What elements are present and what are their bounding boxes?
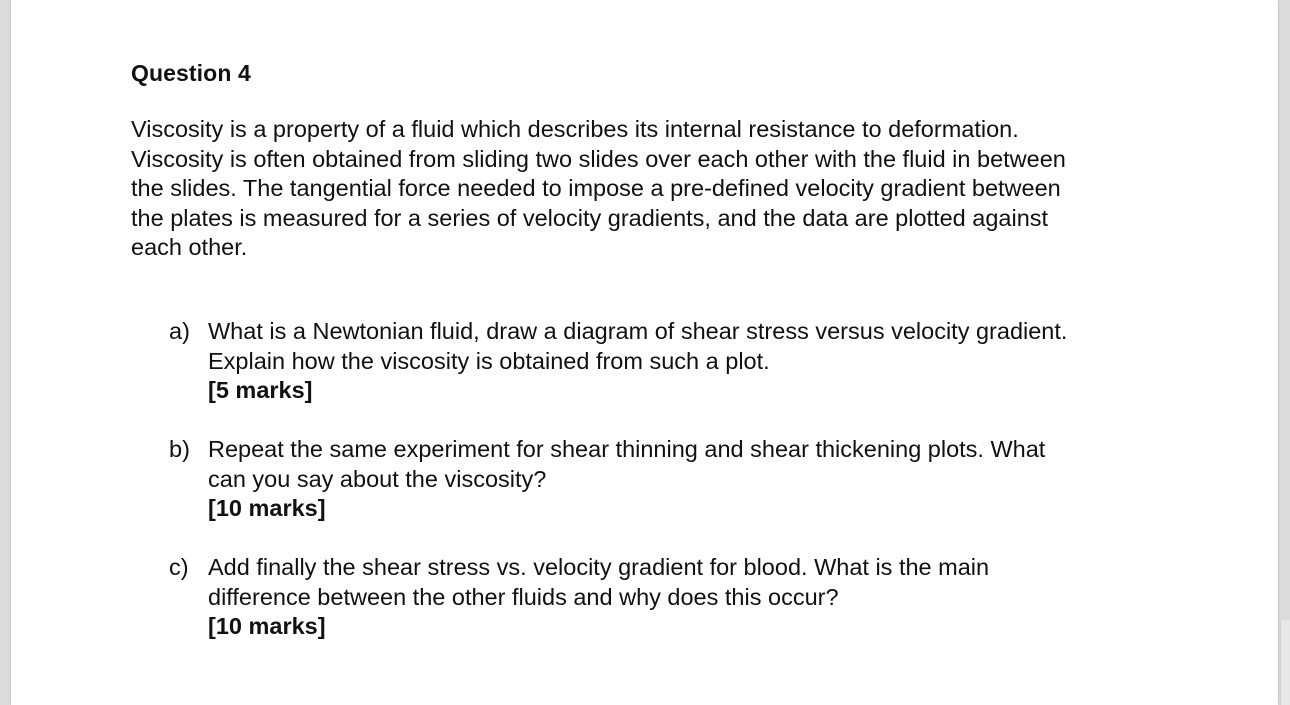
- intro-line: the slides. The tangential force needed to impose a pre-defined velocity gradient between: [131, 175, 1061, 201]
- part-letter: c): [169, 554, 189, 580]
- marks-label: [10 marks]: [208, 613, 326, 639]
- part-text-line: Add finally the shear stress vs. velocity gradient for blood. What is the main: [208, 554, 990, 580]
- part-letter: b): [169, 436, 190, 462]
- vertical-scrollbar[interactable]: [1280, 620, 1290, 705]
- intro-line: the plates is measured for a series of velocity gradients, and the data are plotted against: [131, 204, 1049, 231]
- part-text-line: Explain how the viscosity is obtained from such a plot.: [208, 347, 770, 374]
- question-title: Question 4: [131, 60, 251, 86]
- intro-line: Viscosity is often obtained from sliding two slides over each other with the fluid in between: [131, 145, 1066, 172]
- marks-label: [10 marks]: [208, 495, 326, 521]
- intro-paragraph: [131, 115, 1171, 263]
- part-text-line: can you say about the viscosity?: [208, 465, 547, 492]
- part-text-line: difference between the other fluids and why does this occur?: [208, 583, 839, 610]
- part-letter: a): [169, 318, 190, 344]
- part-text-line: Repeat the same experiment for shear thinning and shear thickening plots. What: [208, 436, 1046, 462]
- marks-label: [5 marks]: [208, 377, 313, 403]
- part-text-line: What is a Newtonian fluid, draw a diagram of shear stress versus velocity gradient.: [208, 318, 1068, 344]
- part-body: [208, 553, 1178, 642]
- intro-line: each other.: [131, 234, 248, 260]
- document-page: [11, 0, 1278, 705]
- part-body: [208, 435, 1178, 524]
- part-body: [208, 317, 1178, 406]
- intro-line: Viscosity is a property of a fluid which describes its internal resistance to deformation.: [131, 116, 1019, 142]
